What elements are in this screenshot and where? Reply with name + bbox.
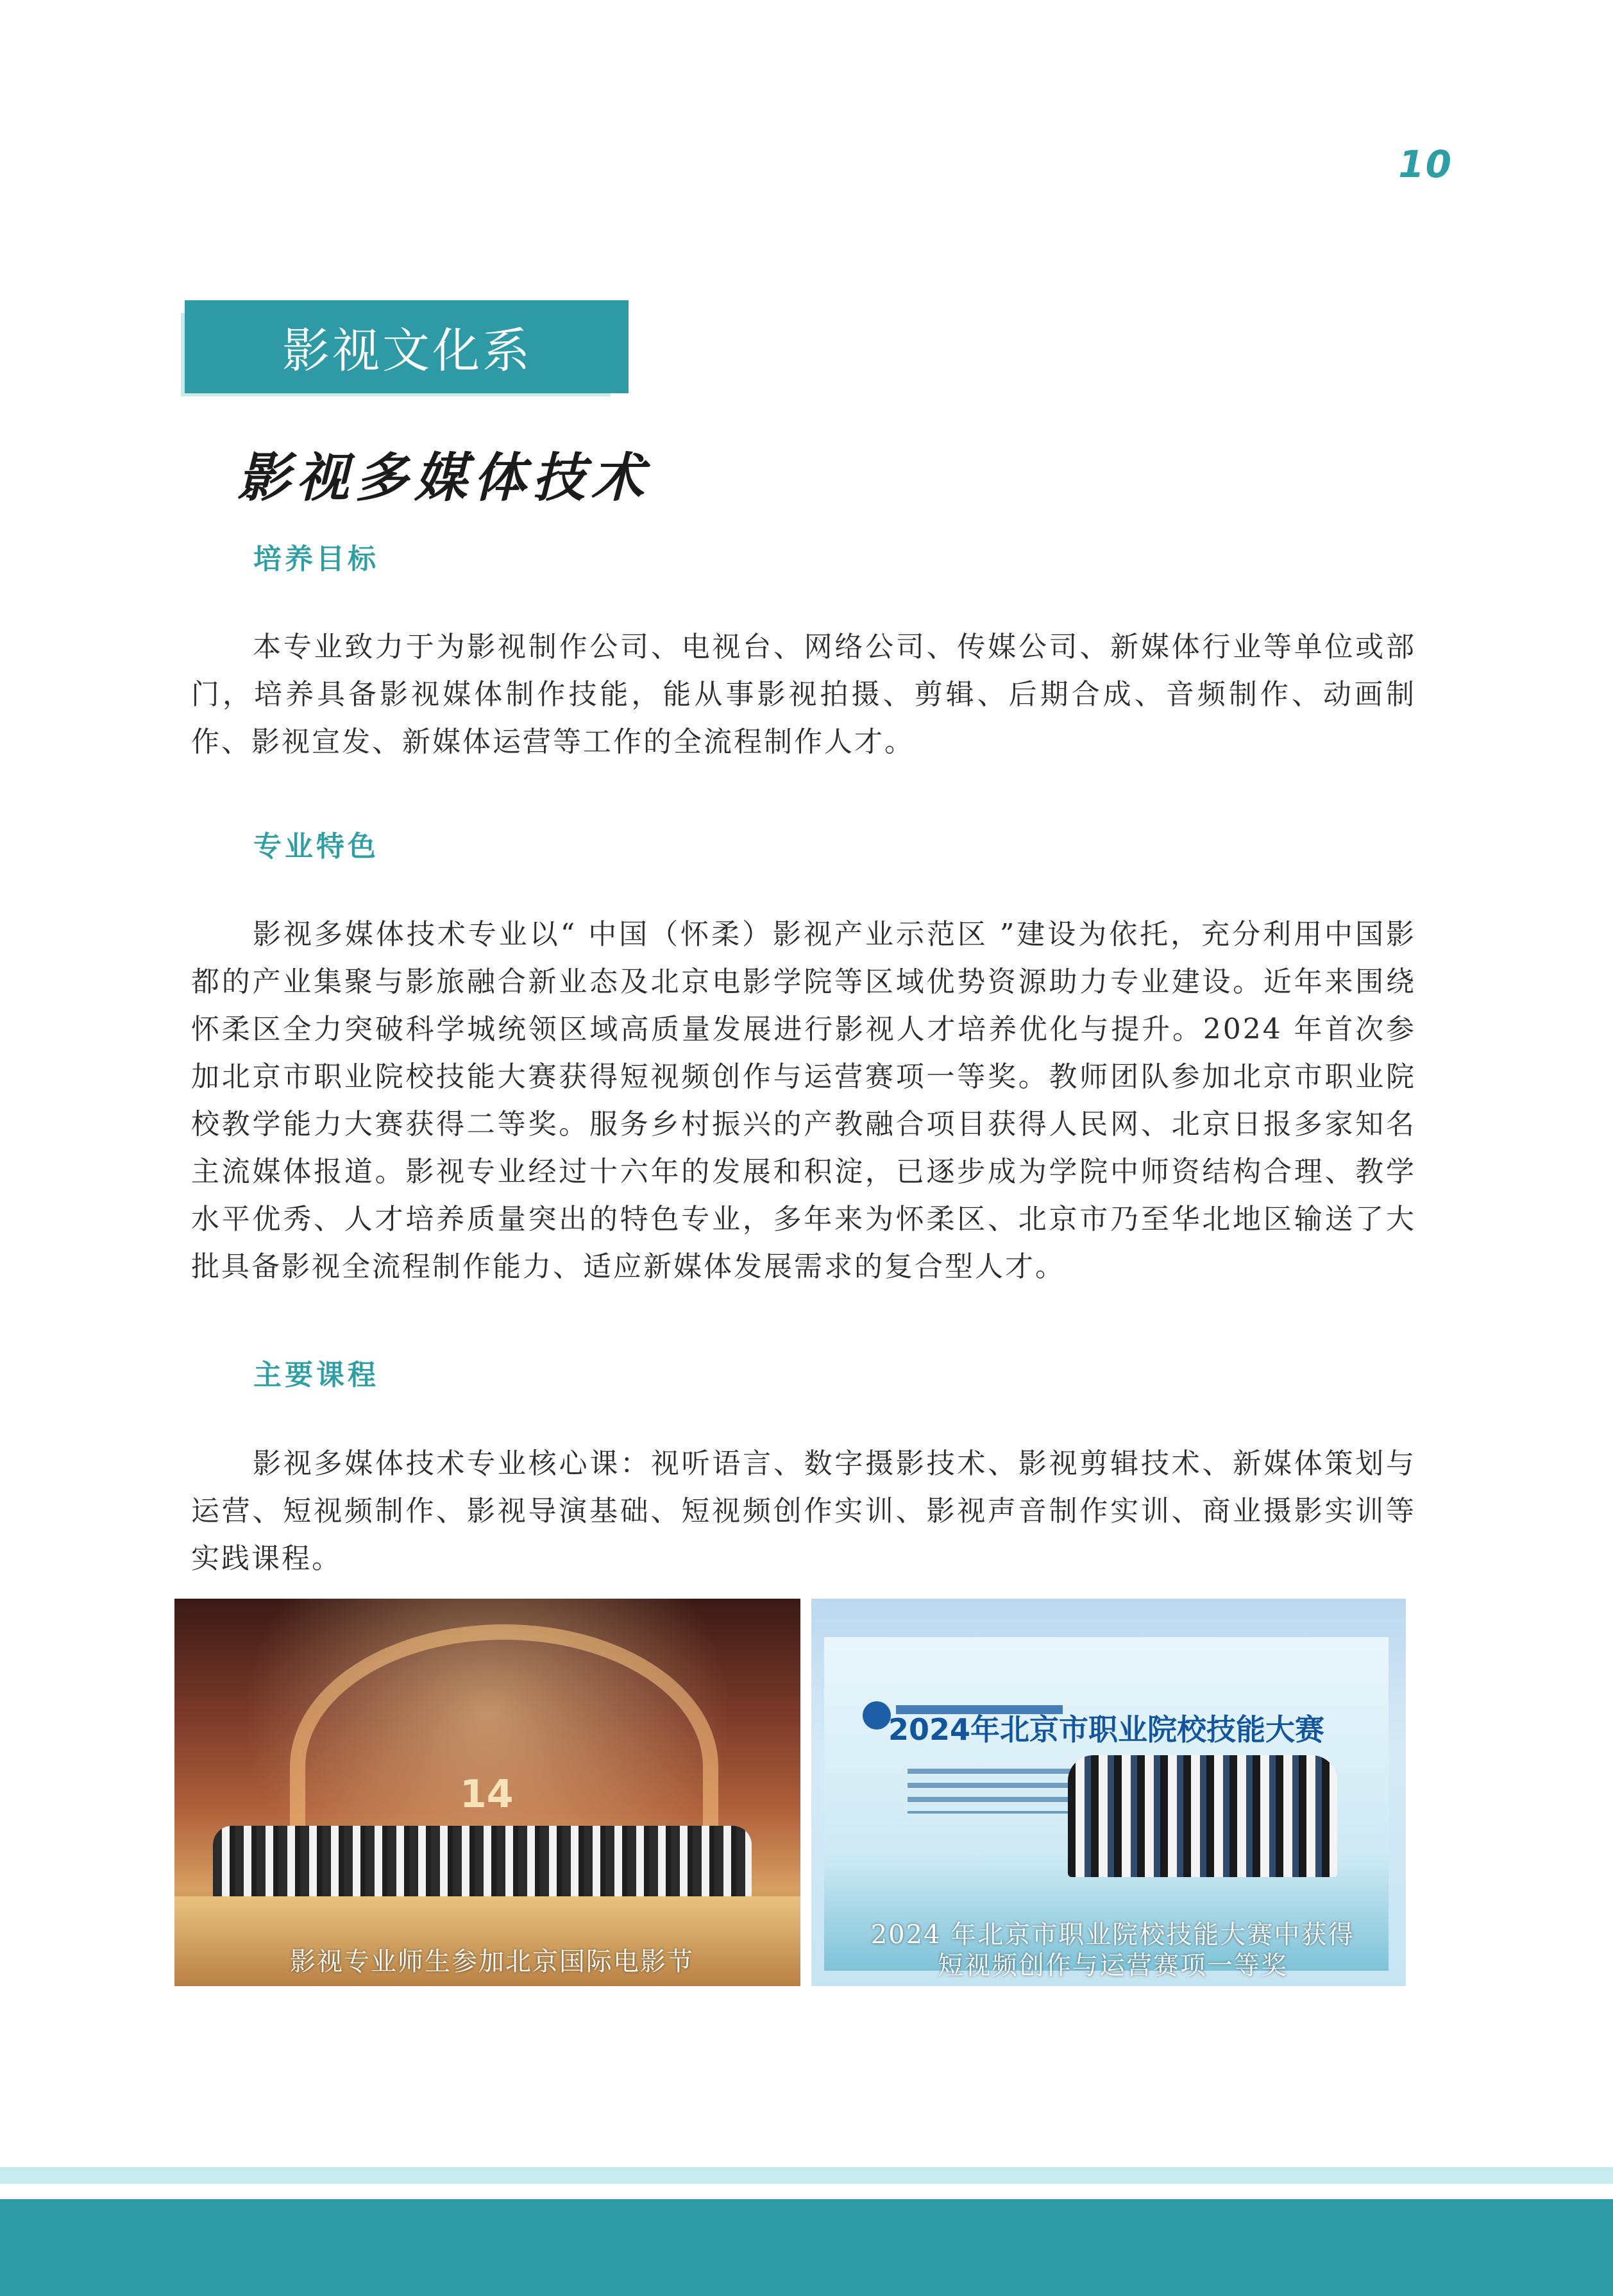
festival-stage-number: 14 [460, 1772, 514, 1817]
footer-band [0, 2199, 1613, 2296]
student-group [1068, 1755, 1337, 1877]
paragraph-courses: 影视多媒体技术专业核心课：视听语言、数字摄影技术、影视剪辑技术、新媒体策划与运营、短视频制作、影视导演基础、短视频创作实训、影视声音制作实训、商业摄影实训等实践课程。 [191, 1447, 1416, 1575]
paragraph-features: 影视多媒体技术专业以“ 中国（怀柔）影视产业示范区 ”建设为依托，充分利用中国影都的产业集聚与影旅融合新业态及北京电影学院等区域优势资源助力专业建设。近年来围绕怀柔区全力突破科学城统领区域高质量发展进行影视人才培养优化与提升。2024 年首次参加北京市职业院校技能大赛获得短视频创作与运营赛项一等奖。教师团队参加北京市职业院校教学能力大赛获得二等奖。服务乡村振兴的产教融合项目获得人民网、北京日报多家知名主流媒体报道。影视专业经过十六年的发展和积淀，已逐步成为学院中师资结构合理、教学水平优秀、人才培养质量突出的特色专业，多年来为怀柔区、北京市乃至华北地区输送了大批具备影视全流程制作能力、适应新媒体发展需求的复合型人才。 [191, 918, 1416, 1283]
competition-title: 2024年北京市职业院校技能大赛 [888, 1712, 1325, 1747]
department-banner: 影视文化系 [185, 300, 629, 393]
page-number: 10 [1398, 142, 1453, 186]
footer-stripe-light [0, 2167, 1613, 2184]
photo-caption-film-festival: 影视专业师生参加北京国际电影节 [290, 1947, 694, 1977]
major-title: 影视多媒体技术 [237, 447, 650, 509]
section-heading-goal: 培养目标 [253, 543, 379, 575]
section-heading-courses: 主要课程 [253, 1359, 379, 1391]
photo-skills-competition [811, 1599, 1406, 1986]
photo-caption-competition: 2024 年北京市职业院校技能大赛中获得短视频创作与运营赛项一等奖 [870, 1920, 1355, 1980]
photo-film-festival [174, 1599, 800, 1986]
paragraph-goal: 本专业致力于为影视制作公司、电视台、网络公司、传媒公司、新媒体行业等单位或部门，培养具备影视媒体制作技能，能从事影视拍摄、剪辑、后期合成、音频制作、动画制作、影视宣发、新媒体运营等工作的全流程制作人才。 [191, 631, 1416, 758]
section-heading-features: 专业特色 [253, 830, 379, 863]
